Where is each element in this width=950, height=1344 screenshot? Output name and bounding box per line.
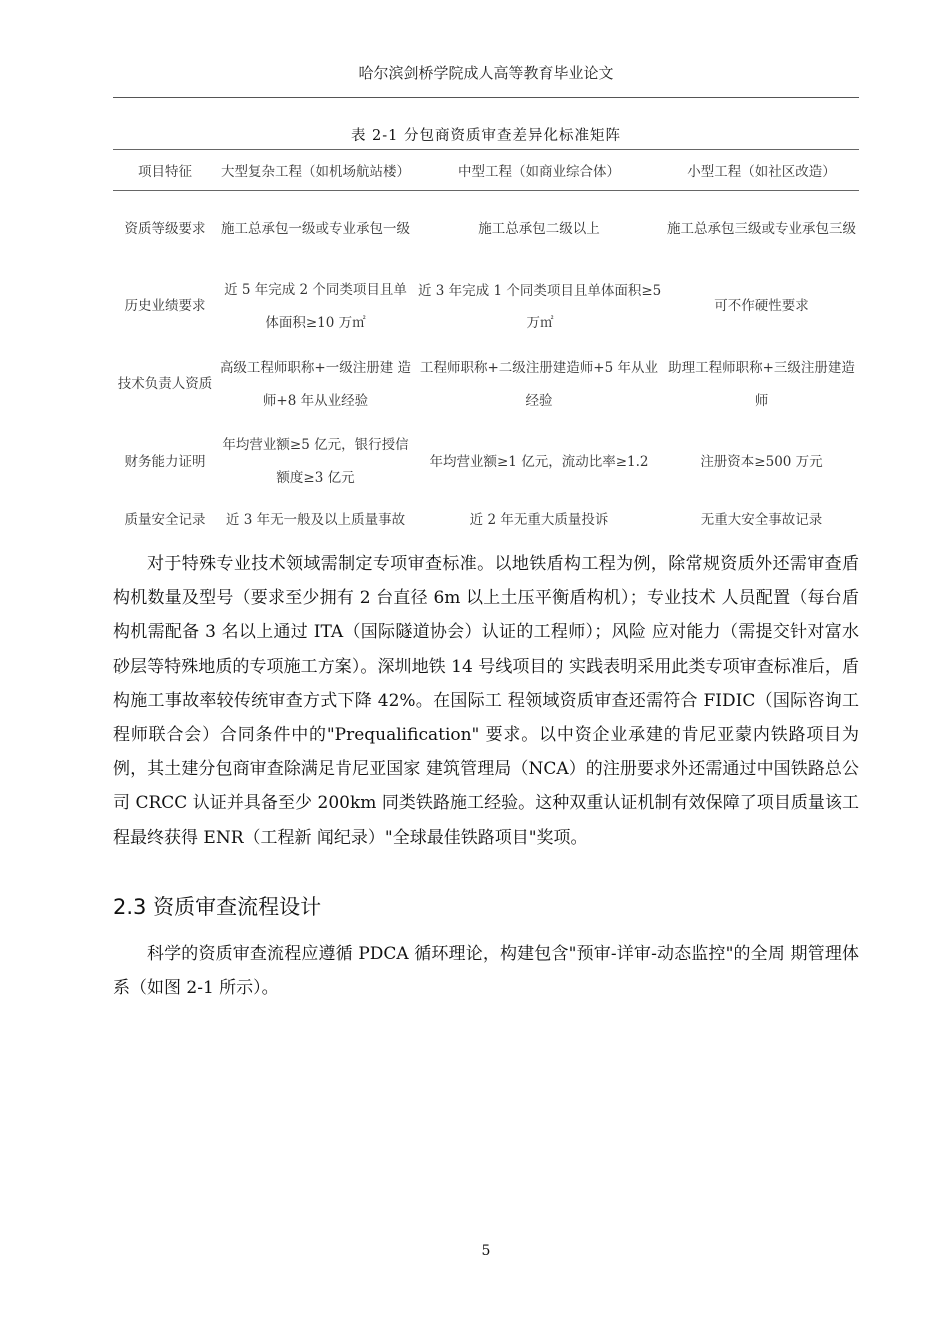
table-cell: 近 3 年无一般及以上质量事故: [225, 512, 406, 528]
paragraph-text: 科学的资质审查流程应遵循 PDCA 循环理论，构建包含"预审-详审-动态监控"的全周 期管理体系（如图 2-1 所示）。: [113, 944, 859, 999]
table-row: [113, 268, 859, 346]
column-header: 小型工程（如社区改造）: [664, 150, 859, 191]
table-cell: 高级工程师职称+一级注册建 造师+8 年从业经验: [219, 359, 412, 409]
table-row: [113, 346, 859, 424]
qualification-matrix-table: [113, 149, 859, 541]
header-divider: [113, 97, 859, 98]
row-label: 财务能力证明: [124, 453, 206, 470]
section-heading: 2.3 资质审查流程设计: [113, 895, 322, 919]
table-row: [113, 191, 859, 268]
table-caption: 表 2-1 分包商资质审查差异化标准矩阵: [350, 128, 622, 144]
table-cell: 近 2 年无重大质量投诉: [469, 512, 609, 528]
row-label: 历史业绩要求: [124, 298, 206, 314]
table-row: [113, 424, 859, 501]
table-cell: 可不作硬性要求: [714, 298, 809, 314]
column-header: 大型复杂工程（如机场航站楼）: [217, 150, 414, 191]
paragraph-text: 对于特殊专业技术领域需制定专项审查标准。以地铁盾构工程为例，除常规资质外还需审查盾构机数量及型号（要求至少拥有 2 台直径 6m 以上土压平衡盾构机）；专业技术 人员配置（每台盾构机需配备 3 名以上通过 ITA（国际隧道协会）认证的工程师）；风险 应对能力（需提交针对富水砂层等特殊地质的专项施工方案）。深圳地铁 14 号线项目的 实践表明采用此类专项审查标准后，盾构施工事故率较传统审查方式下降 42%。在国际工 程领域资质审查还需符合 FIDIC（国际咨询工程师联合会）合同条件中的"Prequalification" 要求。以中资企业承建的肯尼亚蒙内铁路项目为例，其土建分包商审查除满足肯尼亚国家 建筑管理局（NCA）的注册要求外还需通过中国铁路总公司 CRCC 认证并具备至少 200km 同类铁路施工经验。这种双重认证机制有效保障了项目质量该工程最终获得 ENR（工程新 闻纪录）"全球最佳铁路项目"奖项。: [113, 554, 859, 848]
column-header: 中型工程（如商业综合体）: [414, 150, 664, 191]
row-label: 资质等级要求: [124, 220, 206, 237]
body-paragraph: [113, 547, 859, 855]
table-cell: 注册资本≥500 万元: [700, 453, 823, 470]
table-header-row: [113, 150, 859, 191]
cell-line: 近 3 年完成 1 个同类项目且单体面积≥5: [418, 282, 662, 299]
table-cell: 施工总承包三级或专业承包三级: [667, 220, 856, 237]
table-cell: 无重大安全事故记录: [700, 512, 823, 528]
page-number: 5: [481, 1243, 491, 1259]
table-cell: 年均营业额≥1 亿元，流动比率≥1.2: [429, 453, 649, 470]
running-header: 哈尔滨剑桥学院成人高等教育毕业论文: [358, 64, 614, 82]
table-cell: 年均营业额≥5 亿元，银行授信额度≥3 亿元: [222, 437, 409, 486]
table-cell: 施工总承包一级或专业承包一级: [221, 220, 410, 237]
table-cell: 助理工程师职称+三级注册建造师: [668, 359, 855, 409]
table-row: [113, 501, 859, 541]
table-cell: [414, 268, 664, 346]
column-header: 项目特征: [113, 150, 217, 191]
table-cell: 施工总承包二级以上: [478, 220, 600, 237]
table-cell: 工程师职称+二级注册建造师+5 年从业经验: [419, 359, 658, 409]
row-label: 技术负责人资质: [117, 376, 213, 392]
cell-line: 万㎡: [526, 314, 554, 331]
body-paragraph: [113, 937, 859, 1005]
table-cell: 近 5 年完成 2 个同类项目且单 体面积≥10 万㎡: [224, 281, 407, 331]
row-label: 质量安全记录: [124, 512, 206, 528]
